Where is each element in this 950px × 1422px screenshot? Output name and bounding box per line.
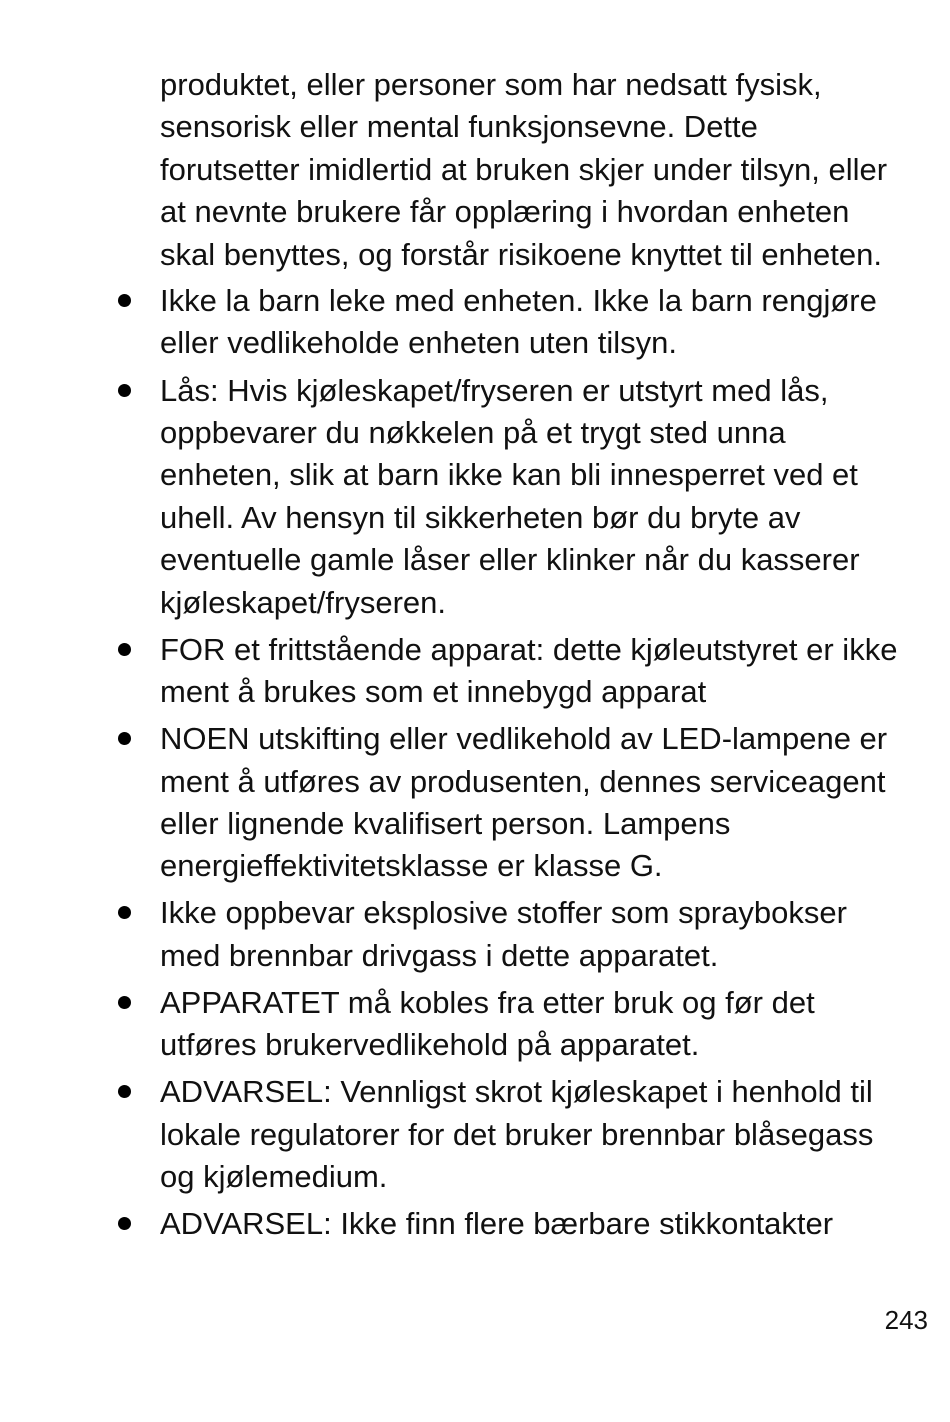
bullet-item <box>160 1071 900 1198</box>
bullet-item <box>160 280 900 365</box>
bullet-dot-icon <box>118 996 131 1009</box>
bullet-item <box>160 892 900 977</box>
bullet-item <box>160 370 900 624</box>
document-body <box>160 64 900 1250</box>
bullet-dot-icon <box>118 643 131 656</box>
bullet-item <box>160 629 900 714</box>
bullet-text: FOR et frittstående apparat: dette kjøleutstyret er ikke ment å brukes som et innebygd apparat <box>160 631 898 710</box>
bullet-item <box>160 1203 900 1245</box>
bullet-dot-icon <box>118 294 131 307</box>
bullet-dot-icon <box>118 384 131 397</box>
bullet-list <box>160 280 900 1246</box>
bullet-text: APPARATET må kobles fra etter bruk og før det utføres brukervedlikehold på apparatet. <box>160 984 815 1063</box>
bullet-item <box>160 982 900 1067</box>
bullet-dot-icon <box>118 1217 131 1230</box>
continued-paragraph: produktet, eller personer som har nedsatt fysisk, sensorisk eller mental funksjonsevne. Dette forutsetter imidlertid at bruken skjer under tilsyn, eller at nevnte brukere får opplæring i hvordan enheten skal benyttes, og forstår risikoene knyttet til enheten. <box>160 67 888 272</box>
bullet-text: ADVARSEL: Ikke finn flere bærbare stikkontakter <box>160 1206 834 1242</box>
bullet-text: ADVARSEL: Vennligst skrot kjøleskapet i henhold til lokale regulatorer for det bruker brennbar blåsegass og kjølemedium. <box>160 1074 874 1195</box>
bullet-item <box>160 718 900 888</box>
bullet-text: Ikke la barn leke med enheten. Ikke la barn rengjøre eller vedlikeholde enheten uten tilsyn. <box>160 283 877 361</box>
bullet-dot-icon <box>118 1085 131 1098</box>
bullet-dot-icon <box>118 732 131 745</box>
bullet-text: NOEN utskifting eller vedlikehold av LED-lampene er ment å utføres av produsenten, dennes serviceagent eller lignende kvalifisert person. Lampens energieffektivitetsklasse er klasse G. <box>160 721 888 884</box>
bullet-text: Ikke oppbevar eksplosive stoffer som spraybokser med brennbar drivgass i dette apparatet. <box>160 895 847 973</box>
page-number: 243 <box>884 1305 928 1335</box>
bullet-dot-icon <box>118 906 131 919</box>
bullet-text: Lås: Hvis kjøleskapet/fryseren er utstyrt med lås, oppbevarer du nøkkelen på et trygt sted unna enheten, slik at barn ikke kan bli innesperret ved et uhell. Av hensyn til sikkerheten bør du bryte av eventuelle gamle låser eller klinker når du kasserer kjøleskapet/fryseren. <box>160 372 860 620</box>
